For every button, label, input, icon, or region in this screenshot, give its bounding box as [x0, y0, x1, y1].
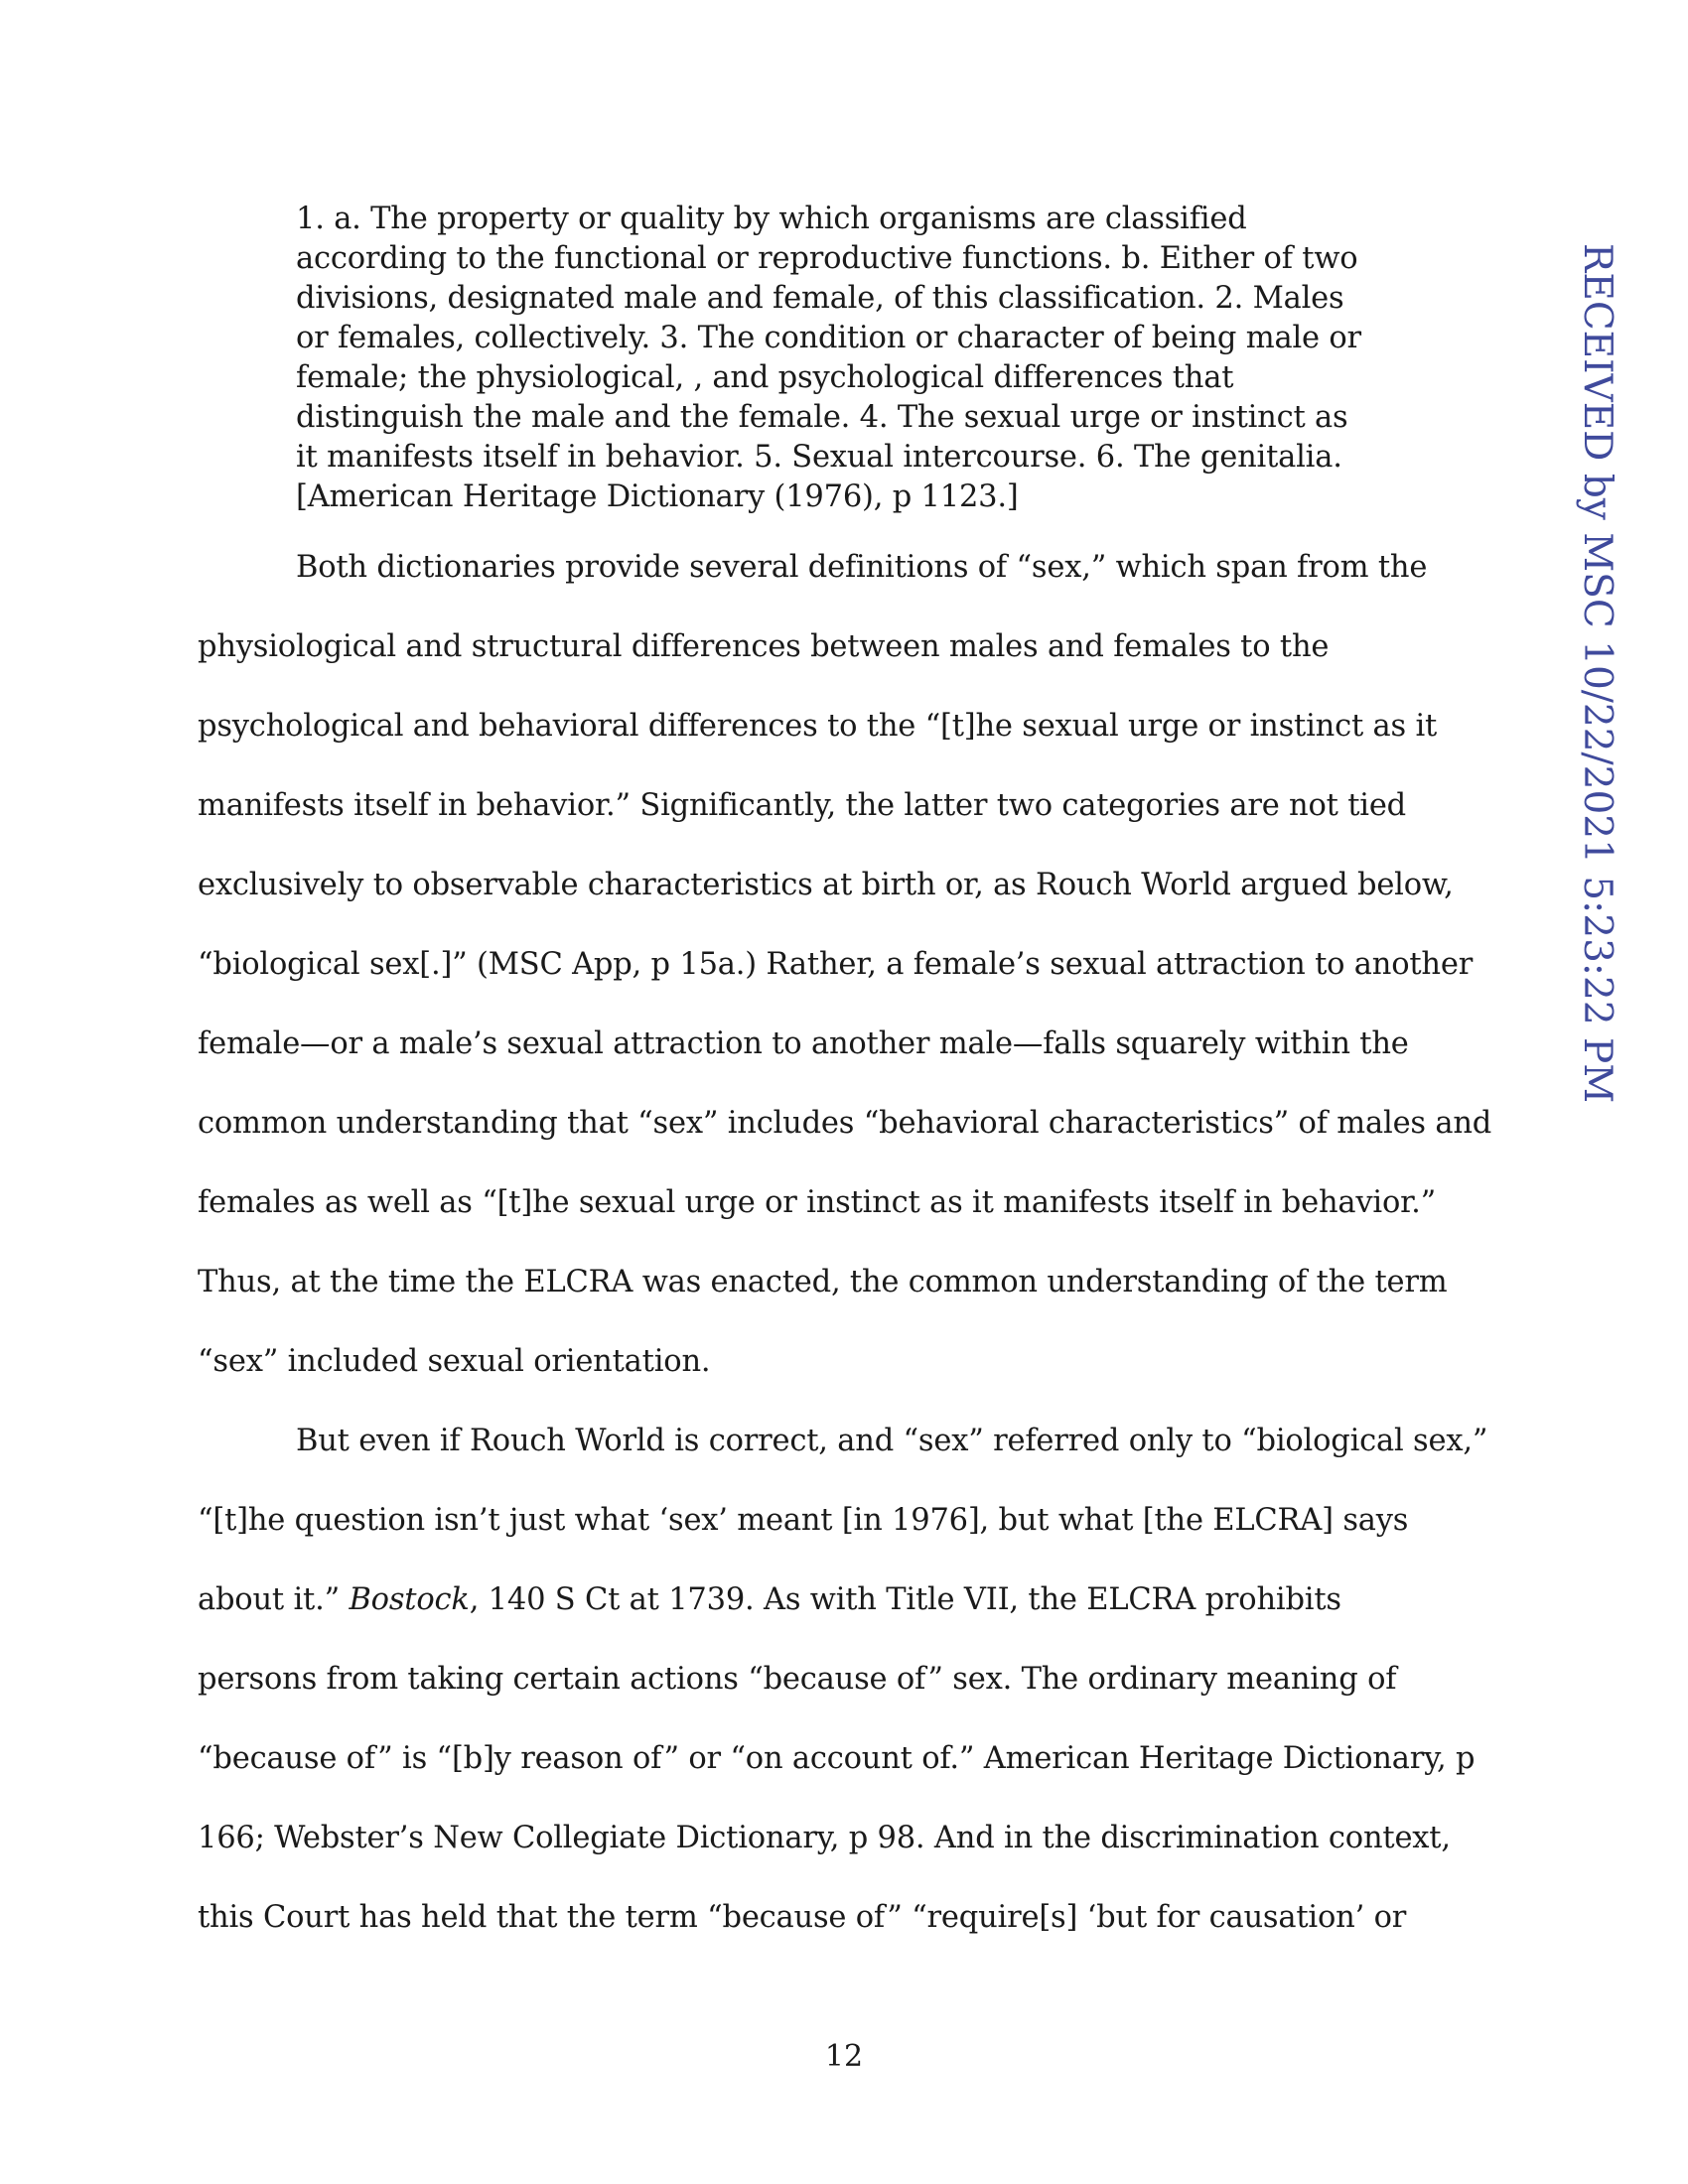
body-line: females as well as “[t]he sexual urge or instinct as it manifests itself in behavior.”: [198, 1185, 1437, 1220]
body-line: But even if Rouch World is correct, and “sex” referred only to “biological sex,”: [296, 1424, 1488, 1458]
body-line: 166; Webster’s New Collegiate Dictionary, p 98. And in the discrimination context,: [198, 1821, 1451, 1855]
body-line: “[t]he question isn’t just what ‘sex’ meant [in 1976], but what [the ELCRA] says: [198, 1503, 1409, 1538]
body-line: physiological and structural differences between males and females to the: [198, 629, 1330, 664]
quote-line: divisions, designated male and female, of this classification. 2. Males: [296, 281, 1344, 316]
text-span: , 140 S Ct at 1739. As with Title VII, the ELCRA prohibits: [469, 1582, 1341, 1617]
quote-line: according to the functional or reproductive functions. b. Either of two: [296, 241, 1358, 276]
quote-line: it manifests itself in behavior. 5. Sexual intercourse. 6. The genitalia.: [296, 440, 1342, 475]
body-line: manifests itself in behavior.” Significantly, the latter two categories are not tied: [198, 788, 1406, 823]
body-line: Both dictionaries provide several definitions of “sex,” which span from the: [296, 550, 1428, 585]
quote-line: or females, collectively. 3. The condition or character of being male or: [296, 321, 1361, 355]
quote-line: [American Heritage Dictionary (1976), p 1123.]: [296, 479, 1019, 514]
body-line: “sex” included sexual orientation.: [198, 1344, 711, 1379]
body-line: “biological sex[.]” (MSC App, p 15a.) Rather, a female’s sexual attraction to another: [198, 947, 1474, 982]
body-line: persons from taking certain actions “because of” sex. The ordinary meaning of: [198, 1662, 1397, 1697]
quote-line: 1. a. The property or quality by which organisms are classified: [296, 202, 1247, 236]
body-line: “because of” is “[b]y reason of” or “on account of.” American Heritage Dictionary, p: [198, 1741, 1476, 1776]
text-span: about it.”: [198, 1582, 350, 1617]
body-line: female—or a male’s sexual attraction to another male—falls squarely within the: [198, 1026, 1409, 1061]
quote-line: distinguish the male and the female. 4. The sexual urge or instinct as: [296, 400, 1348, 435]
case-name-citation: Bostock: [349, 1582, 470, 1617]
body-line: psychological and behavioral differences to the “[t]he sexual urge or instinct as it: [198, 709, 1438, 744]
quote-line: female; the physiological, , and psychological differences that: [296, 360, 1234, 395]
body-line: exclusively to observable characteristics at birth or, as Rouch World argued below,: [198, 868, 1454, 902]
body-line: common understanding that “sex” includes “behavioral characteristics” of males and: [198, 1106, 1492, 1141]
body-line: Thus, at the time the ELCRA was enacted, the common understanding of the term: [198, 1265, 1448, 1299]
page-number: 12: [824, 2039, 864, 2074]
body-line-with-citation: [198, 1580, 1341, 1620]
body-line: this Court has held that the term “because of” “require[s] ‘but for causation’ or: [198, 1900, 1407, 1935]
received-stamp: RECEIVED by MSC 10/22/2021 5:23:22 PM: [1575, 243, 1619, 1104]
